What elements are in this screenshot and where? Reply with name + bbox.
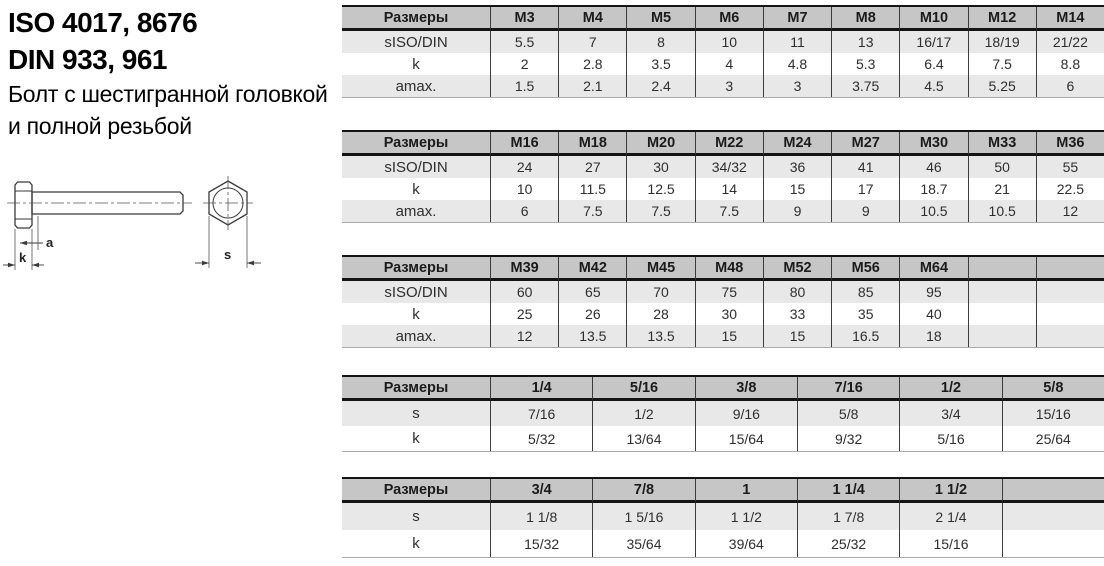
row-label-symbol: s — [412, 405, 420, 422]
dimension-table — [342, 375, 1104, 452]
row-label — [342, 426, 490, 451]
column-header: M42 — [558, 257, 626, 281]
table-cell: 4 — [695, 53, 763, 75]
table-cell: 22.5 — [1036, 178, 1104, 200]
row-label-subscript: max. — [403, 202, 437, 220]
table-cell: 15/64 — [695, 426, 797, 451]
column-header: M64 — [899, 257, 967, 281]
table-cell: 6.4 — [899, 53, 967, 75]
table-cell — [968, 325, 1036, 347]
column-header: 1/4 — [490, 377, 592, 401]
table-cell: 13 — [831, 31, 899, 53]
table-cell: 7.5 — [968, 53, 1036, 75]
row-label-subscript: ISO/DIN — [391, 283, 448, 301]
table-cell: 7.5 — [626, 200, 694, 222]
table-cell: 14 — [695, 178, 763, 200]
dimension-table — [342, 130, 1104, 223]
table-cell: 7.5 — [558, 200, 626, 222]
dimension-table — [342, 255, 1104, 348]
table-cell: 85 — [831, 281, 899, 303]
table-cell: 18/19 — [968, 31, 1036, 53]
column-header: M48 — [695, 257, 763, 281]
table-cell: 21 — [968, 178, 1036, 200]
table-cell: 10.5 — [899, 200, 967, 222]
table-cell: 36 — [763, 156, 831, 178]
column-header: M6 — [695, 7, 763, 31]
column-header: M5 — [626, 7, 694, 31]
title-block — [8, 4, 328, 142]
table-cell: 27 — [558, 156, 626, 178]
row-label-symbol: a — [395, 77, 404, 95]
table-header-size-label: Размеры — [342, 479, 490, 503]
table-cell: 4.8 — [763, 53, 831, 75]
table-cell: 15 — [763, 178, 831, 200]
column-header: 3/4 — [490, 479, 592, 503]
column-header: M30 — [899, 132, 967, 156]
row-label-symbol: k — [412, 55, 420, 73]
row-label-subscript: ISO/DIN — [391, 33, 448, 51]
table-cell: 1/2 — [592, 401, 694, 426]
row-label-symbol: s — [412, 508, 420, 525]
table-cell: 1 1/8 — [490, 503, 592, 530]
column-header: M33 — [968, 132, 1036, 156]
row-label — [342, 303, 490, 325]
standard-iso-title: ISO 4017, 8676 — [8, 7, 198, 38]
product-description-line2: и полной резьбой — [8, 113, 192, 139]
row-label — [342, 31, 490, 53]
table-cell: 15/16 — [899, 530, 1001, 557]
table-cell: 60 — [490, 281, 558, 303]
table-cell: 25 — [490, 303, 558, 325]
column-header: M52 — [763, 257, 831, 281]
dimension-s-label: s — [224, 247, 232, 262]
column-header: 7/8 — [592, 479, 694, 503]
row-label-subscript: max. — [403, 327, 437, 345]
table-cell — [968, 281, 1036, 303]
dimension-k-label: k — [19, 250, 27, 265]
table-cell: 13.5 — [558, 325, 626, 347]
table-cell: 12 — [490, 325, 558, 347]
table-cell: 15/32 — [490, 530, 592, 557]
table-cell: 35/64 — [592, 530, 694, 557]
table-cell: 10 — [695, 31, 763, 53]
table-cell: 15 — [763, 325, 831, 347]
row-label — [342, 325, 490, 347]
row-label-symbol: a — [395, 202, 404, 220]
table-cell: 70 — [626, 281, 694, 303]
table-cell: 9/16 — [695, 401, 797, 426]
column-header: 7/16 — [797, 377, 899, 401]
table-cell: 7/16 — [490, 401, 592, 426]
row-label — [342, 178, 490, 200]
table-cell: 2 — [490, 53, 558, 75]
table-cell: 46 — [899, 156, 967, 178]
column-header — [1036, 257, 1104, 281]
table-cell: 8.8 — [1036, 53, 1104, 75]
table-cell: 2.4 — [626, 75, 694, 97]
column-header: M27 — [831, 132, 899, 156]
dimension-table — [342, 477, 1104, 558]
row-label — [342, 503, 490, 530]
row-label — [342, 53, 490, 75]
table-cell: 75 — [695, 281, 763, 303]
table-cell: 10 — [490, 178, 558, 200]
table-cell: 41 — [831, 156, 899, 178]
column-header: 1 — [695, 479, 797, 503]
dimension-a-label: a — [46, 235, 54, 250]
table-cell: 5/8 — [797, 401, 899, 426]
table-cell: 3/4 — [899, 401, 1001, 426]
table-header-size-label: Размеры — [342, 7, 490, 31]
column-header: M56 — [831, 257, 899, 281]
table-cell: 30 — [695, 303, 763, 325]
column-header: M39 — [490, 257, 558, 281]
table-cell: 13/64 — [592, 426, 694, 451]
table-cell: 2.1 — [558, 75, 626, 97]
row-label-symbol: s — [384, 158, 392, 176]
table-cell: 25/64 — [1002, 426, 1104, 451]
table-cell — [1036, 281, 1104, 303]
table-cell: 5/32 — [490, 426, 592, 451]
row-label-symbol: k — [412, 535, 420, 552]
column-header: M12 — [968, 7, 1036, 31]
row-label-symbol: a — [395, 327, 404, 345]
table-cell: 80 — [763, 281, 831, 303]
table-cell — [1002, 530, 1104, 557]
row-label — [342, 75, 490, 97]
column-header: 5/8 — [1002, 377, 1104, 401]
row-label-subscript: max. — [403, 77, 437, 95]
table-header-size-label: Размеры — [342, 257, 490, 281]
column-header: M4 — [558, 7, 626, 31]
table-cell: 12.5 — [626, 178, 694, 200]
standard-din-title: DIN 933, 961 — [8, 44, 167, 75]
table-cell: 5.3 — [831, 53, 899, 75]
row-label-symbol: k — [412, 430, 420, 447]
table-cell: 17 — [831, 178, 899, 200]
column-header: M16 — [490, 132, 558, 156]
table-cell: 28 — [626, 303, 694, 325]
table-cell: 7.5 — [695, 200, 763, 222]
table-cell: 34/32 — [695, 156, 763, 178]
table-cell: 35 — [831, 303, 899, 325]
table-cell: 15 — [695, 325, 763, 347]
column-header: M45 — [626, 257, 694, 281]
table-cell: 1 5/16 — [592, 503, 694, 530]
table-cell: 5/16 — [899, 426, 1001, 451]
table-cell: 3 — [695, 75, 763, 97]
column-header: 5/16 — [592, 377, 694, 401]
table-cell: 1 1/2 — [695, 503, 797, 530]
column-header: M3 — [490, 7, 558, 31]
column-header: M18 — [558, 132, 626, 156]
table-header-size-label: Размеры — [342, 377, 490, 401]
table-cell: 16/17 — [899, 31, 967, 53]
table-cell: 4.5 — [899, 75, 967, 97]
table-cell: 3 — [763, 75, 831, 97]
table-cell: 1 7/8 — [797, 503, 899, 530]
bolt-head-side-view — [15, 182, 32, 228]
row-label — [342, 156, 490, 178]
row-label-subscript: ISO/DIN — [391, 158, 448, 176]
table-cell: 1.5 — [490, 75, 558, 97]
table-cell: 65 — [558, 281, 626, 303]
column-header: M8 — [831, 7, 899, 31]
row-label — [342, 530, 490, 557]
table-cell: 5.25 — [968, 75, 1036, 97]
table-cell — [1002, 503, 1104, 530]
table-cell: 2.8 — [558, 53, 626, 75]
table-cell — [968, 303, 1036, 325]
column-header: M7 — [763, 7, 831, 31]
table-cell: 11.5 — [558, 178, 626, 200]
column-header: M24 — [763, 132, 831, 156]
column-header: 1/2 — [899, 377, 1001, 401]
column-header — [1002, 479, 1104, 503]
table-cell: 6 — [1036, 75, 1104, 97]
table-cell: 15/16 — [1002, 401, 1104, 426]
table-cell: 9/32 — [797, 426, 899, 451]
table-cell: 13.5 — [626, 325, 694, 347]
product-description-line1: Болт с шестигранной головкой — [8, 81, 328, 107]
table-cell: 16.5 — [831, 325, 899, 347]
row-label-symbol: k — [412, 305, 420, 323]
table-cell: 26 — [558, 303, 626, 325]
table-cell: 11 — [763, 31, 831, 53]
table-cell — [1036, 303, 1104, 325]
table-cell: 95 — [899, 281, 967, 303]
table-cell: 12 — [1036, 200, 1104, 222]
table-cell: 9 — [831, 200, 899, 222]
table-cell — [1036, 325, 1104, 347]
column-header: 3/8 — [695, 377, 797, 401]
table-cell: 8 — [626, 31, 694, 53]
table-cell: 50 — [968, 156, 1036, 178]
table-cell: 30 — [626, 156, 694, 178]
bolt-technical-drawing — [0, 158, 280, 293]
table-cell: 3.5 — [626, 53, 694, 75]
table-cell: 9 — [763, 200, 831, 222]
table-cell: 18.7 — [899, 178, 967, 200]
table-cell: 40 — [899, 303, 967, 325]
column-header: 1 1/2 — [899, 479, 1001, 503]
table-cell: 24 — [490, 156, 558, 178]
table-cell: 18 — [899, 325, 967, 347]
row-label-symbol: s — [384, 283, 392, 301]
row-label — [342, 281, 490, 303]
row-label-symbol: s — [384, 33, 392, 51]
column-header: M10 — [899, 7, 967, 31]
row-label — [342, 401, 490, 426]
table-cell: 25/32 — [797, 530, 899, 557]
table-cell: 55 — [1036, 156, 1104, 178]
table-cell: 33 — [763, 303, 831, 325]
row-label-symbol: k — [412, 180, 420, 198]
table-header-size-label: Размеры — [342, 132, 490, 156]
table-cell: 2 1/4 — [899, 503, 1001, 530]
column-header — [968, 257, 1036, 281]
table-cell: 39/64 — [695, 530, 797, 557]
table-cell: 7 — [558, 31, 626, 53]
column-header: M36 — [1036, 132, 1104, 156]
row-label — [342, 200, 490, 222]
column-header: M14 — [1036, 7, 1104, 31]
table-cell: 6 — [490, 200, 558, 222]
table-cell: 3.75 — [831, 75, 899, 97]
dimension-table — [342, 5, 1104, 98]
column-header: 1 1/4 — [797, 479, 899, 503]
table-cell: 10.5 — [968, 200, 1036, 222]
column-header: M20 — [626, 132, 694, 156]
table-cell: 5.5 — [490, 31, 558, 53]
table-cell: 21/22 — [1036, 31, 1104, 53]
column-header: M22 — [695, 132, 763, 156]
